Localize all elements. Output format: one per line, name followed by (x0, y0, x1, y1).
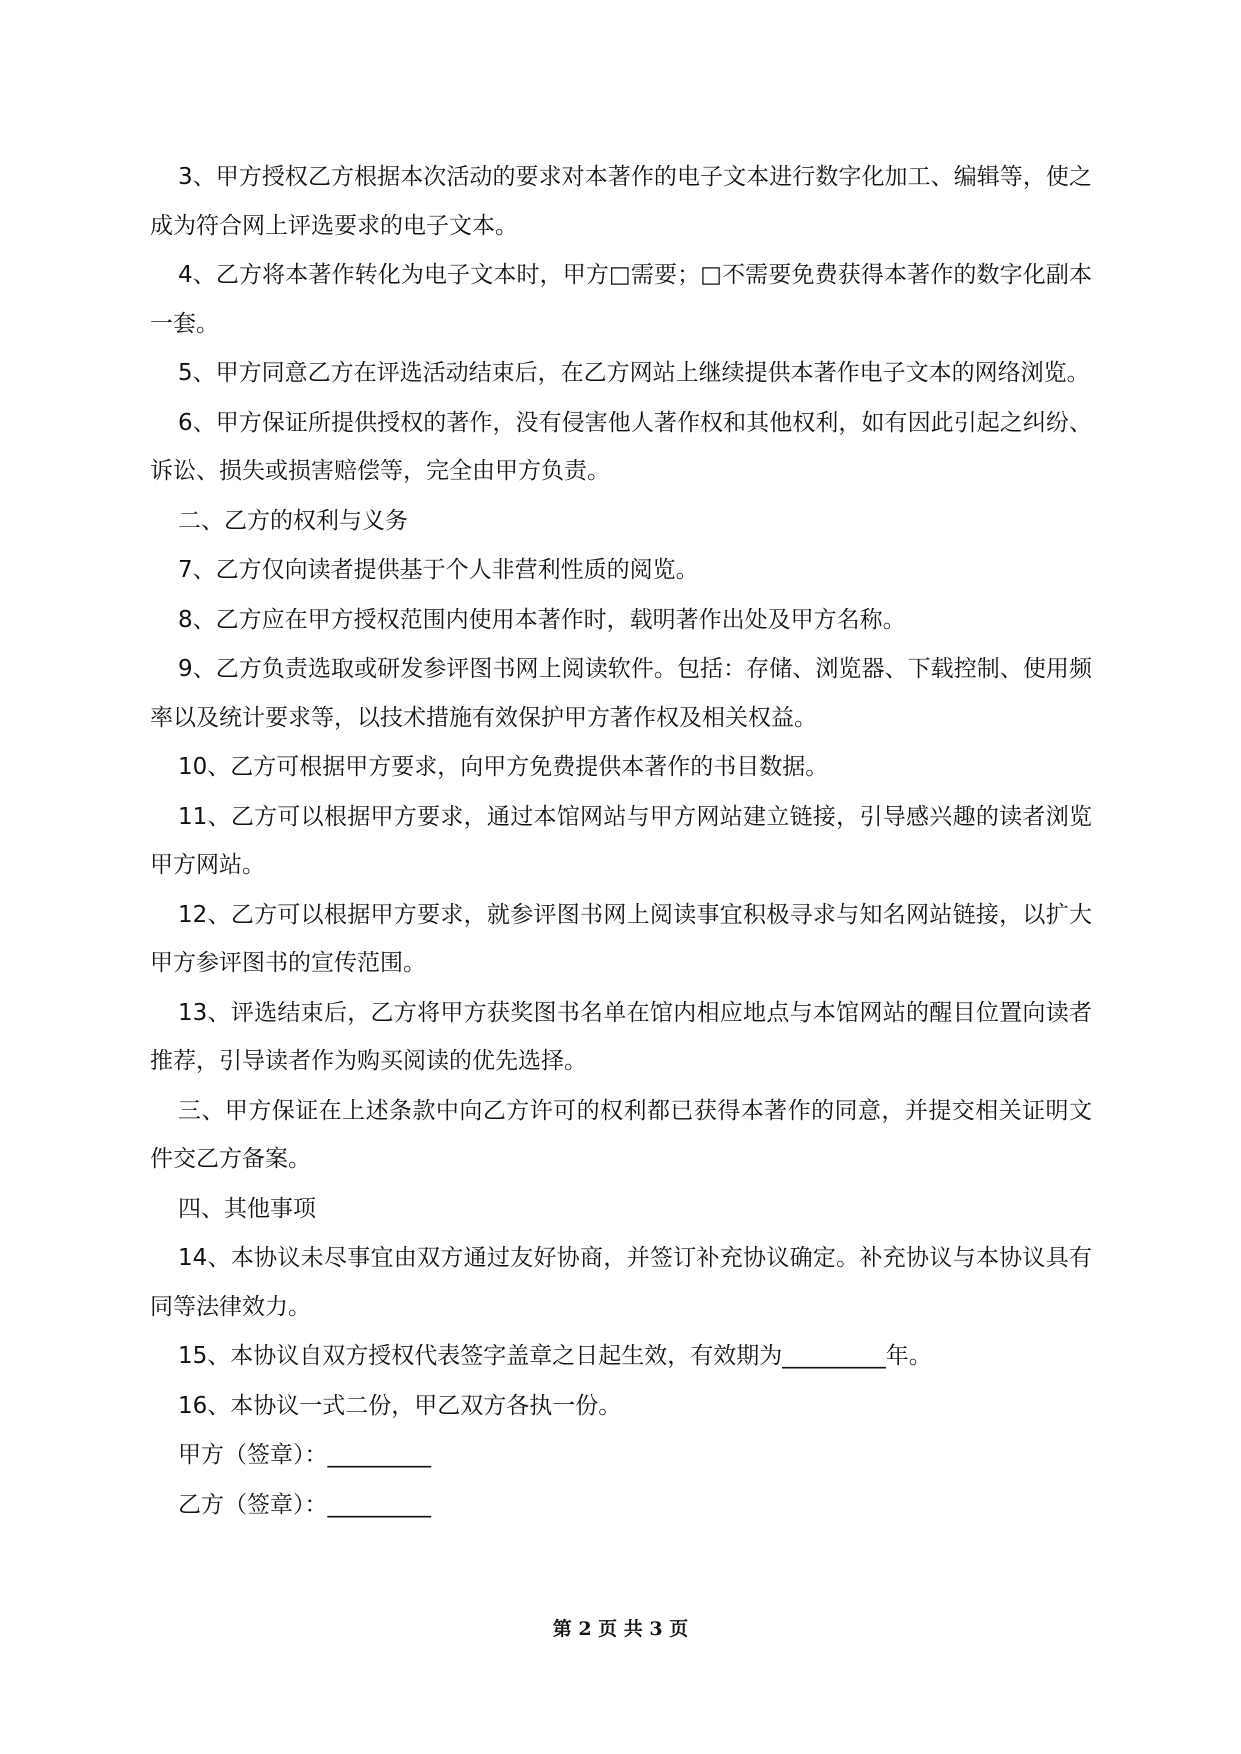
clause-13: 13、评选结束后，乙方将甲方获奖图书名单在馆内相应地点与本馆网站的醒目位置向读者推荐，引导读者作为购买阅读的优先选择。 (150, 999, 1092, 1074)
clause-14: 14、本协议未尽事宜由双方通过友好协商，并签订补充协议确定。补充协议与本协议具有同等法律效力。 (150, 1245, 1092, 1320)
clause-11: 11、乙方可以根据甲方要求，通过本馆网站与甲方网站建立链接，引导感兴趣的读者浏览甲方网站。 (150, 803, 1092, 878)
clause-5: 5、甲方同意乙方在评选活动结束后，在乙方网站上继续提供本著作电子文本的网络浏览。 (178, 360, 1090, 386)
party-b-signature-line: 乙方（签章）：_________ (178, 1491, 431, 1518)
clause-6: 6、甲方保证所提供授权的著作，没有侵害他人著作权和其他权利，如有因此引起之纠纷、诉讼、损失或损害赔偿等，完全由甲方负责。 (150, 409, 1092, 484)
party-a-signature-line: 甲方（签章）：_________ (178, 1442, 431, 1468)
clause-4: 4、乙方将本著作转化为电子文本时，甲方□需要；□不需要免费获得本著作的数字化副本一套。 (150, 262, 1092, 337)
section-heading-party-a-guarantee: 三、甲方保证在上述条款中向乙方许可的权利都已获得本著作的同意，并提交相关证明文件交乙方备案。 (150, 1097, 1092, 1172)
clause-7: 7、乙方仅向读者提供基于个人非营利性质的阅览。 (178, 557, 699, 583)
clause-16: 16、本协议一式二份，甲乙双方各执一份。 (178, 1392, 622, 1419)
clause-10: 10、乙方可根据甲方要求，向甲方免费提供本著作的书目数据。 (178, 754, 829, 780)
page-number-footer: 第 2 页 共 3 页 (552, 1618, 689, 1640)
clause-15: 15、本协议自双方授权代表签字盖章之日起生效，有效期为_________年。 (178, 1343, 932, 1369)
clause-12: 12、乙方可以根据甲方要求，就参评图书网上阅读事宜积极寻求与知名网站链接，以扩大甲方参评图书的宣传范围。 (150, 901, 1092, 976)
clause-3: 3、甲方授权乙方根据本次活动的要求对本著作的电子文本进行数字化加工、编辑等，使之成为符合网上评选要求的电子文本。 (150, 164, 1092, 239)
clause-9: 9、乙方负责选取或研发参评图书网上阅读软件。包括：存储、浏览器、下载控制、使用频率以及统计要求等，以技术措施有效保护甲方著作权及相关权益。 (150, 656, 1092, 731)
clause-8: 8、乙方应在甲方授权范围内使用本著作时，载明著作出处及甲方名称。 (178, 606, 906, 633)
section-heading-party-b-rights: 二、乙方的权利与义务 (178, 507, 408, 534)
agreement-body (150, 153, 1092, 1530)
section-heading-other-matters: 四、其他事项 (178, 1195, 316, 1222)
